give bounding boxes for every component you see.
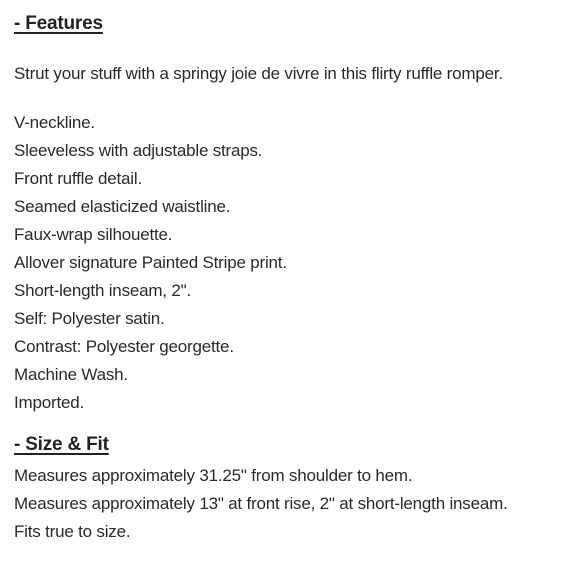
feature-item: Self: Polyester satin.: [14, 309, 165, 328]
size-fit-item: Measures approximately 13" at front rise, 2" at short-length inseam.: [14, 494, 508, 513]
size-fit-item: Measures approximately 31.25" from shoulder to hem.: [14, 466, 413, 485]
feature-item: Allover signature Painted Stripe print.: [14, 253, 287, 272]
feature-item: Imported.: [14, 393, 85, 412]
feature-item: Seamed elasticized waistline.: [14, 197, 231, 216]
size-fit-heading: - Size & Fit: [14, 434, 109, 455]
feature-item: V-neckline.: [14, 113, 95, 132]
feature-item: Sleeveless with adjustable straps.: [14, 141, 263, 160]
size-fit-item: Fits true to size.: [14, 522, 131, 541]
feature-item: Short-length inseam, 2".: [14, 281, 191, 300]
features-heading: - Features: [14, 13, 103, 34]
feature-item: Faux-wrap silhouette.: [14, 225, 173, 244]
feature-item: Contrast: Polyester georgette.: [14, 337, 234, 356]
feature-item: Front ruffle detail.: [14, 169, 142, 188]
features-intro: Strut your stuff with a springy joie de vivre in this flirty ruffle romper.: [14, 64, 503, 83]
feature-item: Machine Wash.: [14, 365, 128, 384]
